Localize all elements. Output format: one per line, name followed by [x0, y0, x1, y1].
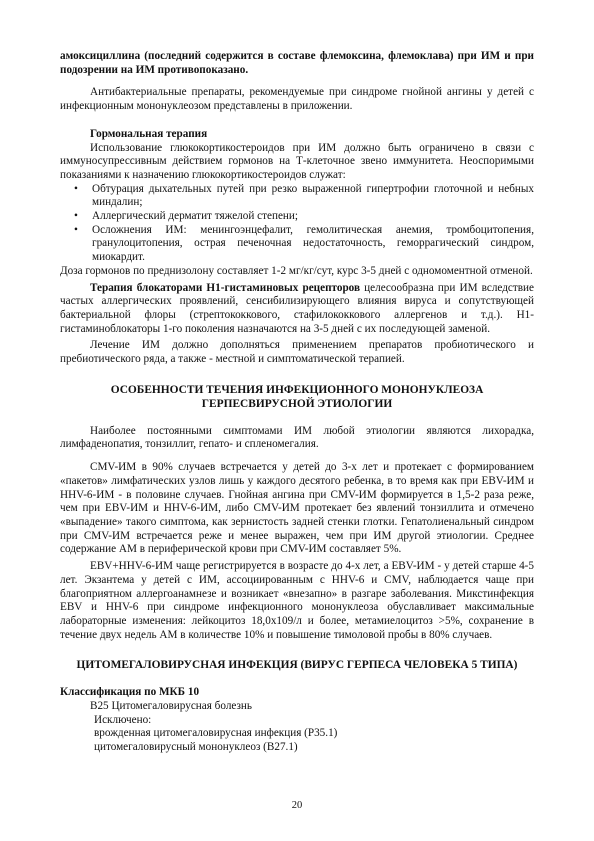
- classification-line-b25: B25 Цитомегаловирусная болезнь: [90, 700, 253, 713]
- section-title-cmv: ЦИТОМЕГАЛОВИРУСНАЯ ИНФЕКЦИЯ (ВИРУС ГЕРПЕСА ЧЕЛОВЕКА 5 ТИПА): [76, 659, 518, 672]
- heading-hormonal-therapy: Гормональная терапия: [90, 127, 208, 140]
- bullet-icon: •: [74, 210, 78, 223]
- section-title-line-2: ГЕРПЕСВИРУСНОЙ ЭТИОЛОГИИ: [201, 397, 393, 410]
- bullet-icon: •: [74, 223, 78, 236]
- classification-line-p35: врожденная цитомегаловирусная инфекция (P35.1): [94, 727, 338, 740]
- paragraph-antihistamine: Терапия блокаторами Н1-гистаминовых рецепторов целесообразна при ИМ вследствие частых аллергических проявлений, сенсибилизирующего влияния вируса и сопутствующей бактериальной флоры (стрептококкового, стафилококкового аллергенов и т.д.). Н1-гистаминоблокаторы 1-го поколения назначаются на 3-5 дней с их последующей заменой.: [60, 281, 534, 335]
- list-item: • Обтурация дыхательных путей при резко выраженной гипертрофии глоточной и небных миндалин;: [74, 182, 534, 209]
- paragraph-antibacterial: Антибактериальные препараты, рекомендуемые при синдроме гнойной ангины у детей с инфекционным мононуклеозом представлены в приложении.: [60, 86, 534, 113]
- list-item: • Аллергический дерматит тяжелой степени;: [74, 210, 298, 223]
- section-title-line-1: ОСОБЕННОСТИ ТЕЧЕНИЯ ИНФЕКЦИОННОГО МОНОНУКЛЕОЗА: [110, 383, 484, 396]
- list-item: • Осложнения ИМ: менингоэнцефалит, гемолитическая анемия, тромбоцитопения, гранулоцитопения, острая печеночная недостаточность, геморрагический синдром, миокардит.: [74, 223, 534, 264]
- paragraph-hormone-dose: Доза гормонов по преднизолону составляет 1-2 мг/кг/сут, курс 3-5 дней с одномоментной отменой.: [60, 264, 533, 277]
- section-heading-mononucleosis: [60, 383, 534, 411]
- paragraph-amoxicillin: амоксициллина (последний содержится в составе флемоксина, флемоклава) при ИМ и при подозрении на ИМ противопоказано.: [60, 50, 534, 76]
- paragraph-treatment: Лечение ИМ должно дополняться применением препаратов пробиотического и пребиотического ряда, а также - местной и симптоматической терапией.: [60, 339, 534, 366]
- paragraph-symptoms: Наиболее постоянными симптомами ИМ любой этиологии являются лихорадка, лимфаденопатия, тонзиллит, гепато- и спленомегалия.: [60, 424, 534, 451]
- antihistamine-heading: Терапия блокаторами Н1-гистаминовых рецепторов: [90, 281, 361, 294]
- hormonal-indications-list: [60, 183, 534, 265]
- heading-classification: Классификация по МКБ 10: [60, 686, 200, 699]
- paragraph-cmv-im: CMV-ИМ в 90% случаев встречается у детей до 3-х лет и протекает с формированием «пакетов» лимфатических узлов лишь у каждого десятого ребенка, в то время как при EBV-ИМ и HHV-6-ИМ - в половине случаев. Гнойная ангина при CMV-ИМ формируется в 1,5-2 раза реже, чем при EBV-ИМ и HHV-6-ИМ, либо CMV-ИМ протекает без явлений тонзиллита и отмечено «выпадение» такого симптома, как зернистость задней стенки глотки. Гепатолиенальный синдром при CMV-ИМ встречается реже и менее выражен, чем при ИМ другой этиологии. Среднее содержание АМ в периферической крови при CMV-ИМ составляет 5%.: [60, 461, 534, 556]
- paragraph-hormonal-intro: Использование глюкокортикостероидов при ИМ должно быть ограничено в связи с иммуносупрессивным действием гормонов на Т-клеточное звено иммунитета. Неоспоримыми показаниями к назначению глюкокортикостероидов служат:: [60, 141, 534, 181]
- classification-line-excluded: Исключено:: [94, 713, 152, 726]
- paragraph-ebv-hhv6: EBV+HHV-6-ИМ чаще регистрируется в возрасте до 4-х лет, а EBV-ИМ - у детей старше 4-5 лет. Экзантема у детей с ИМ, ассоциированным с HHV-6 и CMV, наблюдается чаще при благоприятном аллергоанамнезе и возникает «внезапно» в разгаре заболевания. Микстинфекция EBV и HHV-6 при синдроме инфекционного мононуклеоза обуславливает максимальные лабораторные изменения: лейкоцитоз 18,0х109/л и более, метамиелоцитоз >5%, сохранение в течение двух недель АМ в количестве 10% и повышение тимоловой пробы в 80% случаев.: [60, 560, 534, 641]
- classification-line-b27: цитомегаловирусный мононуклеоз (B27.1): [94, 741, 298, 754]
- page-number: 20: [291, 800, 303, 811]
- bullet-icon: •: [74, 182, 78, 195]
